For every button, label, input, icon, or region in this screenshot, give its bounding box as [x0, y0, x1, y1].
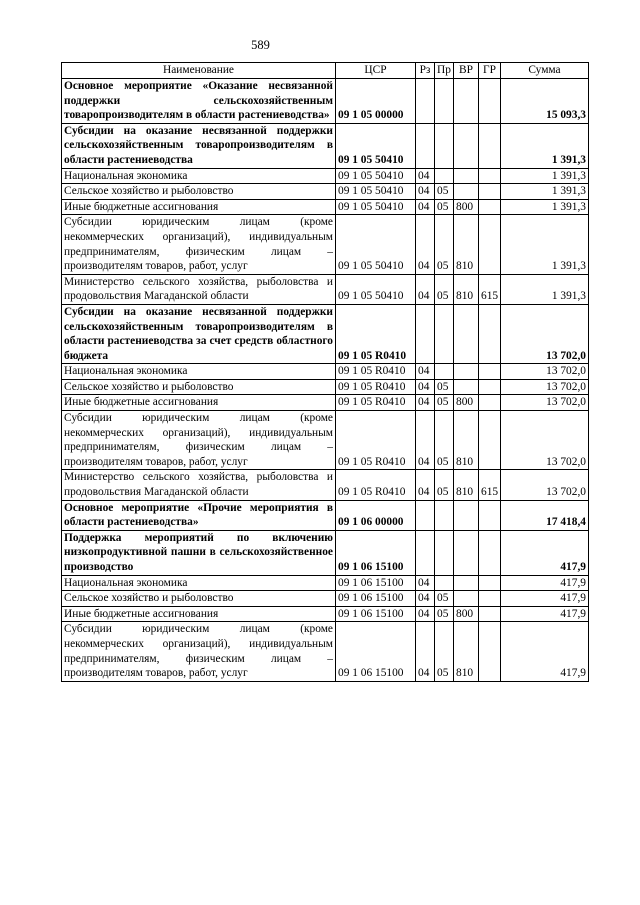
row-csr: 09 1 05 00000	[336, 79, 416, 124]
row-name: Министерство сельского хозяйства, рыболовства и продовольствия Магаданской области	[62, 274, 336, 304]
row-sum: 13 702,0	[501, 304, 589, 363]
row-sum: 1 391,3	[501, 274, 589, 304]
row-csr: 09 1 05 R0410	[336, 364, 416, 380]
row-rz: 04	[416, 622, 435, 681]
row-name: Национальная экономика	[62, 168, 336, 184]
row-rz: 04	[416, 575, 435, 591]
row-csr: 09 1 05 R0410	[336, 395, 416, 411]
row-pr	[435, 364, 454, 380]
row-csr: 09 1 05 50410	[336, 215, 416, 274]
header-sum: Сумма	[501, 63, 589, 79]
row-pr	[435, 575, 454, 591]
row-gr	[479, 168, 501, 184]
row-sum: 13 702,0	[501, 395, 589, 411]
header-name: Наименование	[62, 63, 336, 79]
row-pr	[435, 304, 454, 363]
table-row	[62, 379, 589, 395]
row-gr	[479, 591, 501, 607]
row-sum: 1 391,3	[501, 168, 589, 184]
row-rz: 04	[416, 470, 435, 500]
row-pr: 05	[435, 199, 454, 215]
table-row	[62, 622, 589, 681]
table-row	[62, 530, 589, 575]
row-name: Основное мероприятие «Прочие мероприятия в области растениеводства»	[62, 500, 336, 530]
row-name: Сельское хозяйство и рыболовство	[62, 591, 336, 607]
table-row	[62, 364, 589, 380]
table-row	[62, 274, 589, 304]
row-csr: 09 1 05 50410	[336, 274, 416, 304]
row-sum: 1 391,3	[501, 184, 589, 200]
row-csr: 09 1 06 15100	[336, 575, 416, 591]
row-rz: 04	[416, 184, 435, 200]
row-pr	[435, 123, 454, 168]
row-csr: 09 1 05 50410	[336, 199, 416, 215]
row-pr: 05	[435, 411, 454, 470]
row-csr: 09 1 06 15100	[336, 530, 416, 575]
row-name: Иные бюджетные ассигнования	[62, 606, 336, 622]
table-row	[62, 168, 589, 184]
row-vr	[454, 364, 479, 380]
table-row	[62, 575, 589, 591]
row-gr	[479, 575, 501, 591]
row-pr: 05	[435, 379, 454, 395]
row-name: Субсидии на оказание несвязанной поддержки сельскохозяйственным товаропроизводителям в области растениеводства за счет средств областного бюджета	[62, 304, 336, 363]
row-name: Субсидии юридическим лицам (кроме некоммерческих организаций), индивидуальным предпринимателям, физическим лицам – производителям товаров, работ, услуг	[62, 622, 336, 681]
row-vr	[454, 184, 479, 200]
row-pr: 05	[435, 215, 454, 274]
row-sum: 13 702,0	[501, 379, 589, 395]
row-csr: 09 1 05 R0410	[336, 470, 416, 500]
row-sum: 1 391,3	[501, 215, 589, 274]
row-pr: 05	[435, 395, 454, 411]
row-vr: 810	[454, 411, 479, 470]
row-pr	[435, 530, 454, 575]
row-vr	[454, 168, 479, 184]
row-sum: 417,9	[501, 530, 589, 575]
row-gr	[479, 622, 501, 681]
row-vr	[454, 304, 479, 363]
row-sum: 1 391,3	[501, 199, 589, 215]
row-pr	[435, 79, 454, 124]
table-row	[62, 123, 589, 168]
row-csr: 09 1 06 15100	[336, 591, 416, 607]
row-gr	[479, 79, 501, 124]
row-rz	[416, 500, 435, 530]
row-name: Поддержка мероприятий по включению низкопродуктивной пашни в сельскохозяйственное производство	[62, 530, 336, 575]
row-gr	[479, 364, 501, 380]
row-vr	[454, 530, 479, 575]
row-pr: 05	[435, 591, 454, 607]
row-vr: 810	[454, 215, 479, 274]
table-row	[62, 500, 589, 530]
row-name: Национальная экономика	[62, 364, 336, 380]
row-pr: 05	[435, 470, 454, 500]
row-gr: 615	[479, 274, 501, 304]
row-pr: 05	[435, 622, 454, 681]
row-csr: 09 1 05 R0410	[336, 379, 416, 395]
row-sum: 17 418,4	[501, 500, 589, 530]
row-rz: 04	[416, 274, 435, 304]
table-row	[62, 395, 589, 411]
row-rz	[416, 79, 435, 124]
row-rz	[416, 123, 435, 168]
row-csr: 09 1 05 R0410	[336, 304, 416, 363]
row-sum: 417,9	[501, 575, 589, 591]
row-gr	[479, 379, 501, 395]
table-row	[62, 606, 589, 622]
row-name: Сельское хозяйство и рыболовство	[62, 184, 336, 200]
table-row	[62, 470, 589, 500]
table-row	[62, 591, 589, 607]
table-row	[62, 184, 589, 200]
row-csr: 09 1 06 15100	[336, 606, 416, 622]
row-rz	[416, 530, 435, 575]
row-name: Субсидии юридическим лицам (кроме некоммерческих организаций), индивидуальным предпринимателям, физическим лицам – производителям товаров, работ, услуг	[62, 411, 336, 470]
header-csr: ЦСР	[336, 63, 416, 79]
row-vr	[454, 123, 479, 168]
row-gr	[479, 184, 501, 200]
row-gr	[479, 411, 501, 470]
row-rz: 04	[416, 215, 435, 274]
row-rz: 04	[416, 411, 435, 470]
row-pr	[435, 500, 454, 530]
row-csr: 09 1 05 R0410	[336, 411, 416, 470]
row-name: Министерство сельского хозяйства, рыболовства и продовольствия Магаданской области	[62, 470, 336, 500]
header-pr: Пр	[435, 63, 454, 79]
row-rz: 04	[416, 395, 435, 411]
row-vr: 810	[454, 470, 479, 500]
table-row	[62, 411, 589, 470]
table-row	[62, 79, 589, 124]
row-name: Сельское хозяйство и рыболовство	[62, 379, 336, 395]
row-gr	[479, 500, 501, 530]
row-vr	[454, 379, 479, 395]
row-csr: 09 1 05 50410	[336, 184, 416, 200]
row-sum: 417,9	[501, 622, 589, 681]
row-vr: 810	[454, 274, 479, 304]
row-rz: 04	[416, 364, 435, 380]
header-vr: ВР	[454, 63, 479, 79]
row-vr: 800	[454, 199, 479, 215]
row-pr: 05	[435, 606, 454, 622]
page-number: 589	[251, 38, 270, 52]
row-name: Субсидии юридическим лицам (кроме некоммерческих организаций), индивидуальным предпринимателям, физическим лицам – производителям товаров, работ, услуг	[62, 215, 336, 274]
row-sum: 1 391,3	[501, 123, 589, 168]
row-gr	[479, 199, 501, 215]
row-name: Субсидии на оказание несвязанной поддержки сельскохозяйственным товаропроизводителям в области растениеводства	[62, 123, 336, 168]
row-pr: 05	[435, 184, 454, 200]
header-rz: Рз	[416, 63, 435, 79]
table-row	[62, 215, 589, 274]
row-sum: 13 702,0	[501, 364, 589, 380]
row-vr	[454, 575, 479, 591]
row-vr: 800	[454, 606, 479, 622]
row-rz: 04	[416, 606, 435, 622]
row-sum: 13 702,0	[501, 411, 589, 470]
table-header-row	[62, 63, 589, 79]
row-vr	[454, 591, 479, 607]
row-vr	[454, 79, 479, 124]
row-vr: 810	[454, 622, 479, 681]
row-gr: 615	[479, 470, 501, 500]
row-sum: 417,9	[501, 591, 589, 607]
row-vr: 800	[454, 395, 479, 411]
row-csr: 09 1 06 15100	[336, 622, 416, 681]
row-vr	[454, 500, 479, 530]
row-name: Национальная экономика	[62, 575, 336, 591]
row-gr	[479, 606, 501, 622]
row-sum: 15 093,3	[501, 79, 589, 124]
row-name: Иные бюджетные ассигнования	[62, 199, 336, 215]
row-gr	[479, 123, 501, 168]
row-rz: 04	[416, 379, 435, 395]
row-pr: 05	[435, 274, 454, 304]
row-sum: 417,9	[501, 606, 589, 622]
table-row	[62, 304, 589, 363]
row-csr: 09 1 05 50410	[336, 123, 416, 168]
row-sum: 13 702,0	[501, 470, 589, 500]
row-rz: 04	[416, 591, 435, 607]
row-gr	[479, 530, 501, 575]
row-rz: 04	[416, 168, 435, 184]
budget-table	[61, 62, 589, 682]
row-gr	[479, 304, 501, 363]
row-csr: 09 1 05 50410	[336, 168, 416, 184]
row-gr	[479, 395, 501, 411]
row-gr	[479, 215, 501, 274]
row-rz	[416, 304, 435, 363]
row-name: Основное мероприятие «Оказание несвязанной поддержки сельскохозяйственным товаропроизводителям в области растениеводства»	[62, 79, 336, 124]
table-row	[62, 199, 589, 215]
row-rz: 04	[416, 199, 435, 215]
header-gr: ГР	[479, 63, 501, 79]
row-name: Иные бюджетные ассигнования	[62, 395, 336, 411]
row-pr	[435, 168, 454, 184]
row-csr: 09 1 06 00000	[336, 500, 416, 530]
